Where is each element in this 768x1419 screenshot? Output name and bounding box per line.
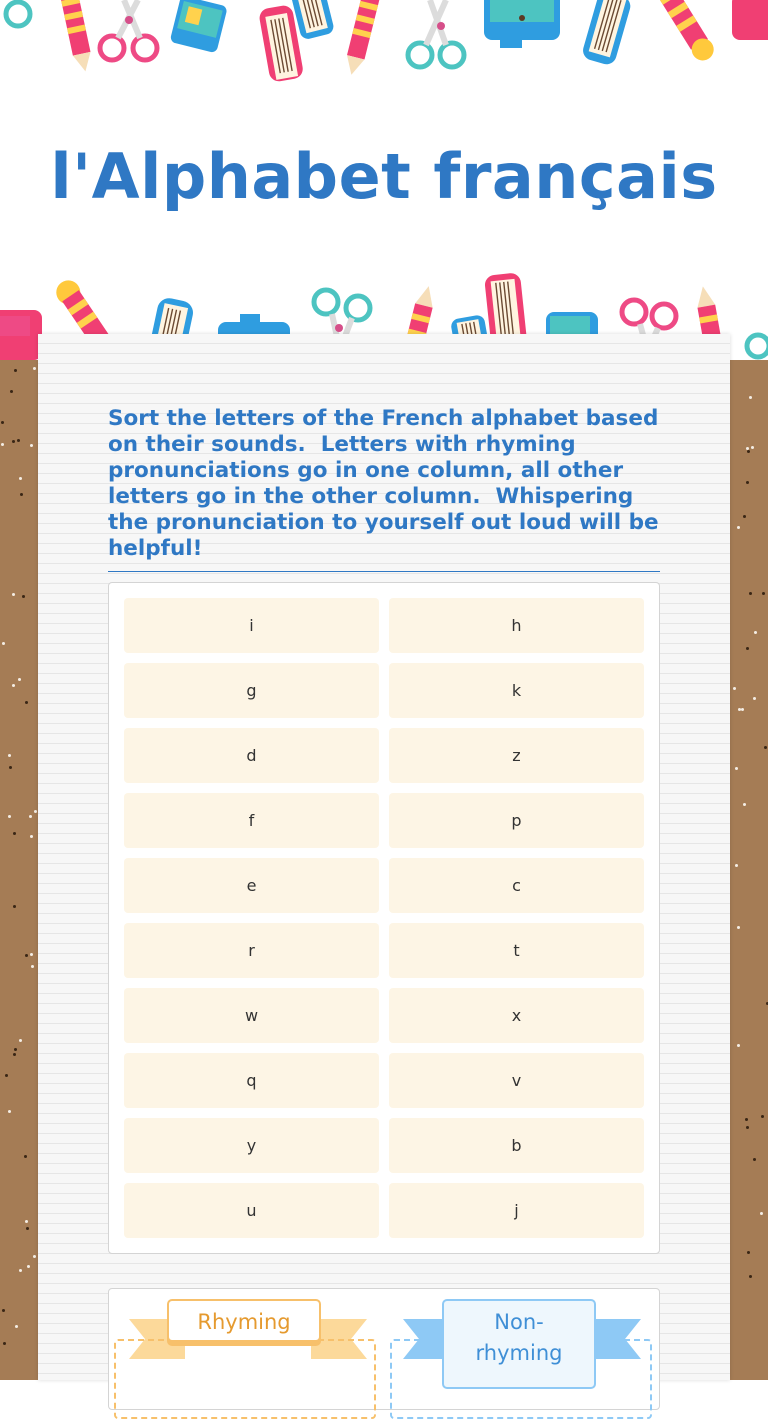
cork-speckle xyxy=(19,1039,22,1042)
sort-columns-area xyxy=(108,1288,660,1410)
letter-tile[interactable]: v xyxy=(389,1053,644,1108)
cork-speckle xyxy=(8,754,11,757)
scissors-icon xyxy=(100,0,157,60)
letter-tile[interactable]: t xyxy=(389,923,644,978)
cork-speckle xyxy=(733,687,736,690)
cork-speckle xyxy=(30,444,33,447)
pencil-sharpener-icon xyxy=(732,0,768,40)
cork-speckle xyxy=(741,708,744,711)
cork-speckle xyxy=(14,369,17,372)
cork-speckle xyxy=(753,1158,756,1161)
cork-speckle xyxy=(33,1255,36,1258)
worksheet-paper xyxy=(38,334,730,1380)
cork-speckle xyxy=(737,1044,740,1047)
cork-speckle xyxy=(15,1325,18,1328)
scissors-icon xyxy=(747,335,768,357)
letter-tile[interactable]: d xyxy=(124,728,379,783)
rhyming-label: Rhyming xyxy=(167,1299,321,1342)
cork-speckle xyxy=(26,1227,29,1230)
scissors-icon xyxy=(6,2,30,26)
letter-tile[interactable]: b xyxy=(389,1118,644,1173)
cork-speckle xyxy=(29,815,32,818)
cork-speckle xyxy=(745,1118,748,1121)
cork-speckle xyxy=(13,1053,16,1056)
cork-speckle xyxy=(746,647,749,650)
letter-tile[interactable]: r xyxy=(124,923,379,978)
cork-speckle xyxy=(8,815,11,818)
cork-speckle xyxy=(8,1110,11,1113)
cork-speckle xyxy=(754,631,757,634)
letter-tile[interactable]: p xyxy=(389,793,644,848)
cork-speckle xyxy=(760,1212,763,1215)
pencil-icon xyxy=(343,0,380,77)
scissors-icon xyxy=(408,0,464,67)
cork-speckle xyxy=(10,390,13,393)
cork-speckle xyxy=(735,864,738,867)
cork-speckle xyxy=(749,1275,752,1278)
letter-bank xyxy=(108,582,660,1254)
cork-speckle xyxy=(746,1126,749,1129)
cork-speckle xyxy=(749,592,752,595)
cork-speckle xyxy=(18,678,21,681)
cork-speckle xyxy=(5,1074,8,1077)
letter-tile[interactable]: u xyxy=(124,1183,379,1238)
letter-tile[interactable]: k xyxy=(389,663,644,718)
cork-speckle xyxy=(30,835,33,838)
cork-speckle xyxy=(31,965,34,968)
cork-speckle xyxy=(1,443,4,446)
book-icon xyxy=(581,0,633,67)
cork-speckle xyxy=(764,746,767,749)
cork-speckle xyxy=(749,396,752,399)
pencil-sharpener-icon xyxy=(170,0,228,53)
letter-tile[interactable]: z xyxy=(389,728,644,783)
cork-speckle xyxy=(743,515,746,518)
letter-tile[interactable]: c xyxy=(389,858,644,913)
cork-speckle xyxy=(737,926,740,929)
cork-speckle xyxy=(20,493,23,496)
letter-tile[interactable]: e xyxy=(124,858,379,913)
cork-speckle xyxy=(14,1048,17,1051)
cork-speckle xyxy=(747,450,750,453)
cork-speckle xyxy=(25,1220,28,1223)
divider-line xyxy=(108,571,660,572)
page-title: l'Alphabet français xyxy=(50,140,718,213)
cork-speckle xyxy=(762,592,765,595)
pencil-sharpener-icon xyxy=(484,0,560,48)
cork-speckle xyxy=(25,701,28,704)
cork-speckle xyxy=(22,595,25,598)
letter-tile[interactable]: i xyxy=(124,598,379,653)
cork-speckle xyxy=(3,1342,6,1345)
cork-speckle xyxy=(19,1269,22,1272)
cork-speckle xyxy=(735,767,738,770)
cork-speckle xyxy=(30,953,33,956)
letter-tile[interactable]: f xyxy=(124,793,379,848)
cork-speckle xyxy=(25,954,28,957)
cork-speckle xyxy=(751,446,754,449)
marker-icon xyxy=(654,0,718,65)
non-rhyming-label: Non- rhyming xyxy=(442,1299,596,1389)
cork-speckle xyxy=(747,1251,750,1254)
cork-speckle xyxy=(761,1115,764,1118)
cork-speckle xyxy=(743,803,746,806)
letter-tile[interactable]: g xyxy=(124,663,379,718)
cork-speckle xyxy=(27,1265,30,1268)
cork-speckle xyxy=(746,447,749,450)
cork-speckle xyxy=(2,642,5,645)
rhyming-drop-zone[interactable] xyxy=(114,1339,376,1419)
letter-tile[interactable]: q xyxy=(124,1053,379,1108)
cork-speckle xyxy=(12,593,15,596)
cork-speckle xyxy=(737,526,740,529)
cork-speckle xyxy=(2,1309,5,1312)
cork-speckle xyxy=(1,421,4,424)
header-banner xyxy=(0,0,768,360)
cork-speckle xyxy=(13,832,16,835)
cork-speckle xyxy=(12,440,15,443)
school-supplies-border-top xyxy=(0,0,768,100)
cork-speckle xyxy=(9,766,12,769)
cork-speckle xyxy=(753,697,756,700)
pencil-icon xyxy=(60,0,94,73)
cork-speckle xyxy=(12,684,15,687)
cork-speckle xyxy=(33,367,36,370)
letter-tile[interactable]: h xyxy=(389,598,644,653)
cork-speckle xyxy=(17,439,20,442)
letter-tile[interactable]: x xyxy=(389,988,644,1043)
cork-speckle xyxy=(13,905,16,908)
letter-tile[interactable]: w xyxy=(124,988,379,1043)
letter-tile[interactable]: j xyxy=(389,1183,644,1238)
cork-speckle xyxy=(24,1155,27,1158)
cork-speckle xyxy=(746,481,749,484)
instructions-text: Sort the letters of the French alphabet based on their sounds. Letters with rhyming pronunciations go in one column, all other letters go in the other column. Whispering the pronunciation to yourself out loud will be helpful! xyxy=(108,406,667,561)
pencil-sharpener-icon xyxy=(0,310,42,360)
cork-speckle xyxy=(34,810,37,813)
cork-speckle xyxy=(19,477,22,480)
letter-tile[interactable]: y xyxy=(124,1118,379,1173)
